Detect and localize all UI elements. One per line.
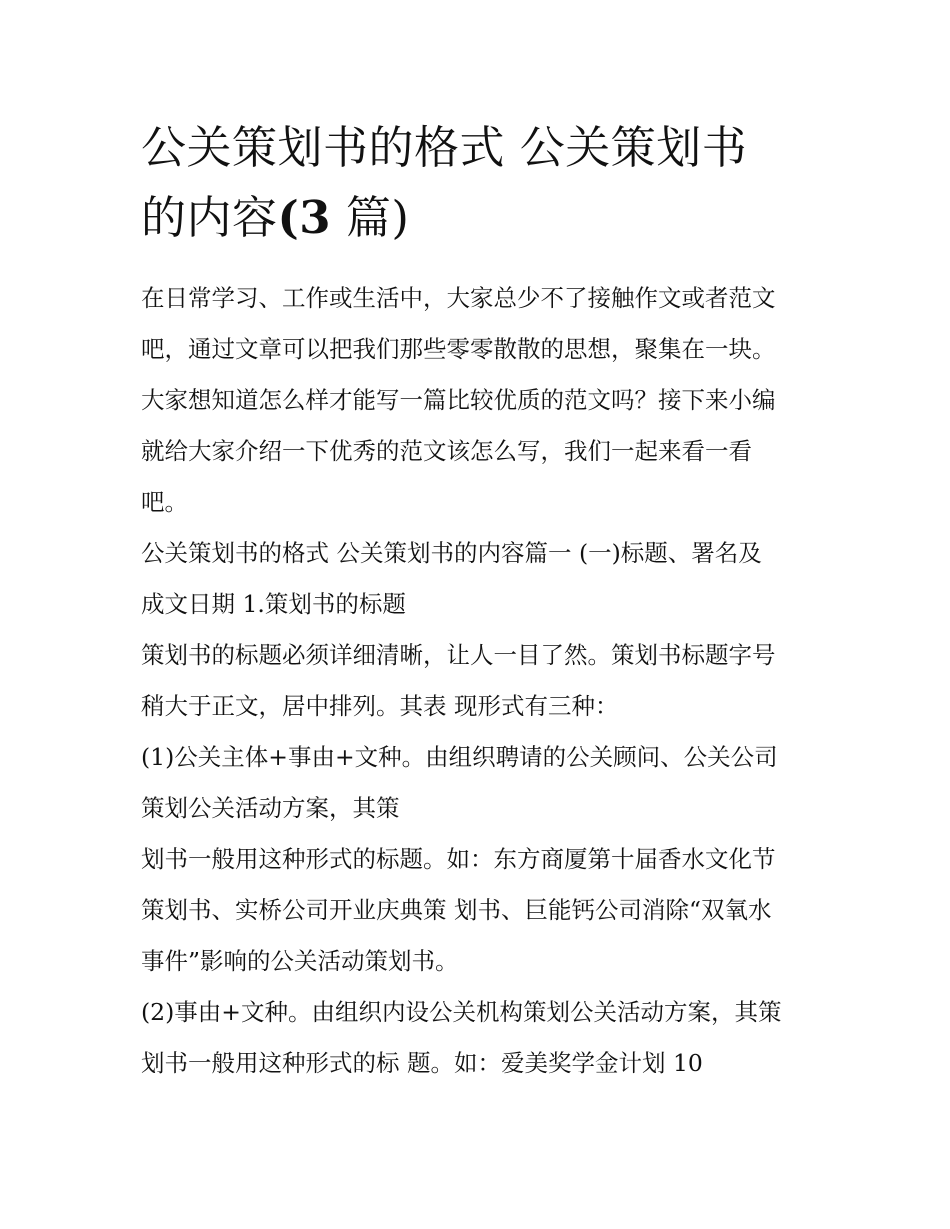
paragraph-form-1 [141, 732, 821, 834]
title-count: (3 [277, 191, 332, 244]
text-line: 划书一般用这种形式的标 题。如：爱美奖学金计划 10 [141, 1049, 703, 1077]
text-line: 事件”影响的公关活动策划书。 [141, 947, 459, 975]
text-line: 在日常学习、工作或生活中，大家总少不了接触作文或者范文 [141, 284, 776, 312]
text-line: 成文日期 1.策划书的标题 [141, 590, 406, 618]
text-line: 大家想知道怎么样才能写一篇比较优质的范文吗？接下来小编 [141, 386, 776, 414]
document-body [141, 113, 821, 1089]
title-text: 的内容 [141, 191, 278, 244]
text-line: 吧，通过文章可以把我们那些零零散散的思想，聚集在一块。 [141, 335, 776, 363]
document-title [141, 113, 821, 253]
text-line: (1)公关主体+事由+文种。由组织聘请的公关顾问、公关公司 [141, 743, 778, 771]
text-line: 就给大家介绍一下优秀的范文该怎么写，我们一起来看一看 [141, 437, 752, 465]
text-line: 划书一般用这种形式的标题。如：东方商厦第十届香水文化节 [141, 845, 776, 873]
text-line: 稍大于正文，居中排列。其表 现形式有三种： [141, 692, 619, 720]
title-line [141, 183, 821, 253]
title-line: 公关策划书的格式 公关策划书 [141, 121, 748, 174]
text-line: (2)事由+文种。由组织内设公关机构策划公关活动方案，其策 [141, 998, 782, 1026]
paragraph-intro [141, 273, 821, 528]
text-line: 策划书的标题必须详细清晰，让人一目了然。策划书标题字号 [141, 641, 776, 669]
text-line: 吧。 [141, 488, 188, 516]
paragraph-form-1-examples [141, 834, 821, 987]
text-line: 策划书、实桥公司开业庆典策 划书、巨能钙公司消除“双氧水 [141, 896, 772, 924]
paragraph-form-2 [141, 987, 821, 1089]
title-suffix: 篇) [331, 191, 410, 244]
paragraph-title-rules [141, 630, 821, 732]
text-line: 策划公关活动方案，其策 [141, 794, 400, 822]
text-line: 公关策划书的格式 公关策划书的内容篇一 (一)标题、署名及 [141, 539, 762, 567]
paragraph-section-heading [141, 528, 821, 630]
